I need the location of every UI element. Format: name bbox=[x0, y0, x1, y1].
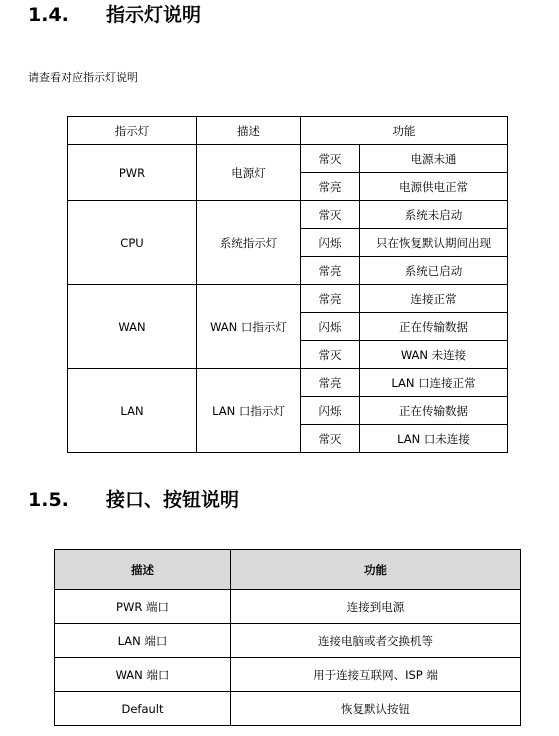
indicator-description: 电源灯 bbox=[197, 145, 301, 201]
indicator-state: 闪烁 bbox=[301, 229, 360, 257]
port-row bbox=[55, 624, 521, 658]
indicator-meaning: 正在传输数据 bbox=[360, 397, 508, 425]
port-table-header-row bbox=[55, 550, 521, 590]
port-description: WAN 端口 bbox=[55, 658, 231, 692]
port-description: LAN 端口 bbox=[55, 624, 231, 658]
header-function: 功能 bbox=[301, 117, 508, 145]
indicator-row bbox=[68, 285, 508, 313]
indicator-state: 常灭 bbox=[301, 145, 360, 173]
indicator-table bbox=[67, 116, 508, 453]
indicator-state: 闪烁 bbox=[301, 397, 360, 425]
port-function: 连接电脑或者交换机等 bbox=[231, 624, 521, 658]
indicator-name: PWR bbox=[68, 145, 197, 201]
indicator-state: 常亮 bbox=[301, 173, 360, 201]
indicator-row bbox=[68, 145, 508, 173]
indicator-state: 常亮 bbox=[301, 257, 360, 285]
section-heading-indicators bbox=[28, 6, 201, 25]
port-table-body bbox=[55, 590, 521, 726]
indicator-meaning: 系统未启动 bbox=[360, 201, 508, 229]
indicator-meaning: LAN 口未连接 bbox=[360, 425, 508, 453]
header-indicator: 指示灯 bbox=[68, 117, 197, 145]
section-heading-ports bbox=[28, 491, 239, 510]
port-description: Default bbox=[55, 692, 231, 726]
port-function: 连接到电源 bbox=[231, 590, 521, 624]
indicator-state: 常灭 bbox=[301, 341, 360, 369]
indicator-meaning: WAN 未连接 bbox=[360, 341, 508, 369]
section-title: 接口、按钮说明 bbox=[106, 489, 240, 511]
indicator-description: 系统指示灯 bbox=[197, 201, 301, 285]
indicator-state: 常亮 bbox=[301, 285, 360, 313]
indicator-meaning: LAN 口连接正常 bbox=[360, 369, 508, 397]
indicator-name: LAN bbox=[68, 369, 197, 453]
indicator-name: CPU bbox=[68, 201, 197, 285]
indicator-state: 常灭 bbox=[301, 425, 360, 453]
port-function: 恢复默认按钮 bbox=[231, 692, 521, 726]
port-description: PWR 端口 bbox=[55, 590, 231, 624]
intro-text: 请查看对应指示灯说明 bbox=[28, 71, 138, 84]
indicator-meaning: 电源未通 bbox=[360, 145, 508, 173]
indicator-state: 常亮 bbox=[301, 369, 360, 397]
indicator-state: 常灭 bbox=[301, 201, 360, 229]
indicator-meaning: 系统已启动 bbox=[360, 257, 508, 285]
port-row bbox=[55, 590, 521, 624]
indicator-row bbox=[68, 201, 508, 229]
port-function: 用于连接互联网、ISP 端 bbox=[231, 658, 521, 692]
port-row bbox=[55, 692, 521, 726]
indicator-meaning: 连接正常 bbox=[360, 285, 508, 313]
header-function: 功能 bbox=[231, 550, 521, 590]
indicator-meaning: 只在恢复默认期间出现 bbox=[360, 229, 508, 257]
indicator-description: WAN 口指示灯 bbox=[197, 285, 301, 369]
indicator-meaning: 电源供电正常 bbox=[360, 173, 508, 201]
section-title: 指示灯说明 bbox=[106, 4, 202, 26]
indicator-meaning: 正在传输数据 bbox=[360, 313, 508, 341]
indicator-table-header-row bbox=[68, 117, 508, 145]
section-number: 1.5. bbox=[28, 489, 69, 511]
indicator-state: 闪烁 bbox=[301, 313, 360, 341]
port-row bbox=[55, 658, 521, 692]
section-number: 1.4. bbox=[28, 4, 69, 26]
header-description: 描述 bbox=[55, 550, 231, 590]
indicator-row bbox=[68, 369, 508, 397]
indicator-name: WAN bbox=[68, 285, 197, 369]
indicator-table-body bbox=[68, 145, 508, 453]
indicator-description: LAN 口指示灯 bbox=[197, 369, 301, 453]
header-description: 描述 bbox=[197, 117, 301, 145]
port-button-table bbox=[54, 549, 521, 726]
